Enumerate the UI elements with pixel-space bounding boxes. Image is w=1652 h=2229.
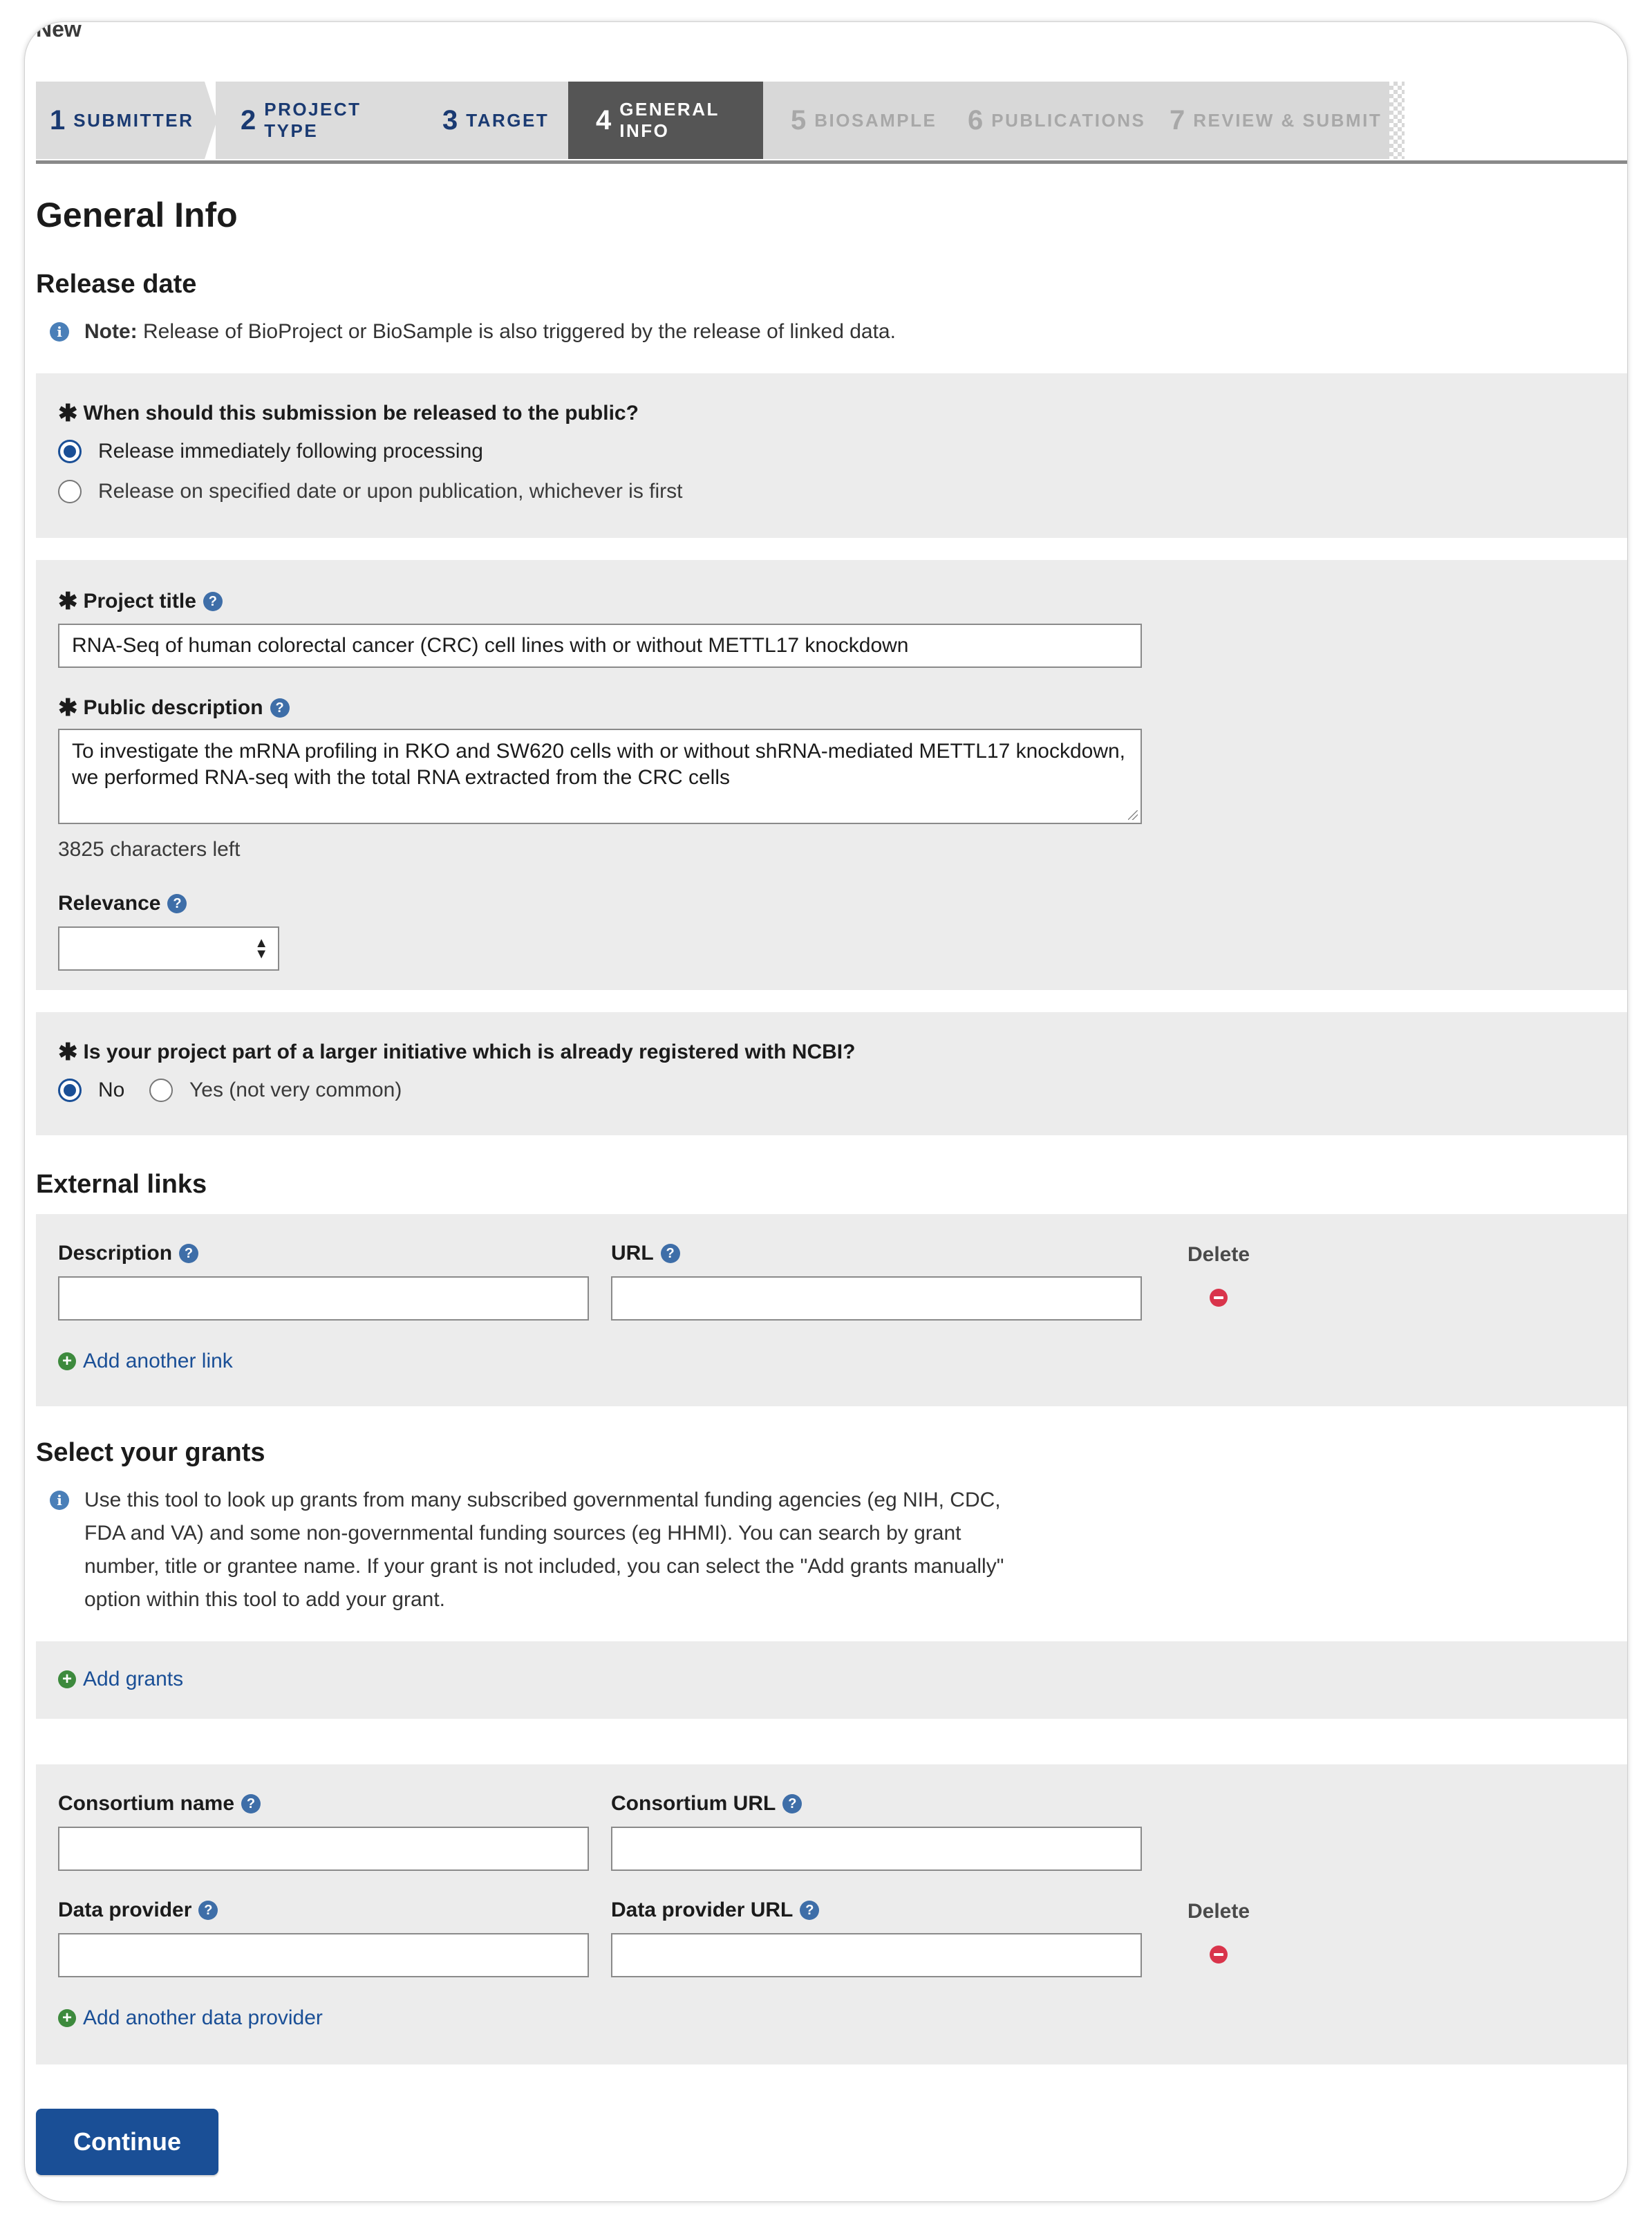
step-number: 2 <box>241 104 256 136</box>
project-title-input[interactable]: RNA-Seq of human colorectal cancer (CRC) cell lines with or without METTL17 knockdown <box>58 624 1142 668</box>
add-another-link-text[interactable]: Add another link <box>83 1350 233 1372</box>
step-submitter[interactable] <box>36 82 205 159</box>
delete-link-icon[interactable] <box>1210 1289 1228 1307</box>
help-icon[interactable]: ? <box>198 1901 218 1920</box>
step-publications <box>946 82 1147 159</box>
radio-unselected[interactable] <box>149 1079 173 1102</box>
grants-info-line: Use this tool to look up grants from many subscribed governmental funding agencies (eg NIH, CDC, <box>84 1489 1001 1511</box>
step-target[interactable] <box>417 82 572 159</box>
relevance-label-text: Relevance <box>58 892 161 915</box>
consortium-panel <box>36 1764 1627 2064</box>
step-label: REVIEW & SUBMIT <box>1193 109 1382 131</box>
browser-window <box>25 22 1627 2201</box>
step-number: 7 <box>1170 104 1185 136</box>
radio-label: Release on specified date or upon publication, whichever is first <box>98 480 683 503</box>
release-date-heading: Release date <box>36 270 197 299</box>
grants-panel <box>36 1641 1627 1719</box>
consortium-url-label <box>611 1792 802 1816</box>
link-url-label <box>611 1242 680 1265</box>
consortium-url-input[interactable] <box>611 1827 1142 1871</box>
provider-delete-label: Delete <box>1188 1900 1250 1923</box>
initiative-option-no[interactable] <box>58 1079 124 1102</box>
radio-label: Yes (not very common) <box>189 1079 402 1101</box>
help-icon[interactable]: ? <box>800 1901 819 1920</box>
link-url-label-text: URL <box>611 1242 654 1265</box>
radio-unselected[interactable] <box>58 480 82 503</box>
release-note <box>50 315 896 348</box>
public-description-label-text: Public description <box>83 696 263 719</box>
release-question-text: When should this submission be released to the public? <box>83 402 639 425</box>
link-description-input[interactable] <box>58 1276 589 1321</box>
wizard-steps <box>36 82 1627 159</box>
help-icon[interactable]: ? <box>661 1244 680 1263</box>
initiative-option-yes[interactable] <box>149 1079 402 1102</box>
add-grants[interactable] <box>58 1668 183 1691</box>
data-provider-url-input[interactable] <box>611 1933 1142 1977</box>
select-arrows-icon: ▲ ▼ <box>254 935 268 962</box>
help-icon[interactable]: ? <box>179 1244 198 1263</box>
add-grants-text[interactable]: Add grants <box>83 1668 184 1690</box>
step-label: GENERAL INFO <box>619 99 720 141</box>
consortium-url-label-text: Consortium URL <box>611 1792 776 1815</box>
relevance-label <box>58 892 187 915</box>
grants-heading: Select your grants <box>36 1438 265 1467</box>
grants-info-line: option within this tool to add your grant. <box>84 1588 445 1611</box>
grants-info-text <box>84 1484 1107 1616</box>
step-number: 4 <box>596 104 612 136</box>
public-description-textarea[interactable] <box>58 729 1142 824</box>
step-number: 1 <box>50 104 66 136</box>
page-content <box>36 22 1627 2201</box>
consortium-name-label <box>58 1792 261 1816</box>
required-star-icon: ✱ <box>58 1039 78 1065</box>
public-description-value: To investigate the mRNA profiling in RKO and SW620 cells with or without shRNA-mediated METTL17 knockdown, we performed RNA-seq with the total RNA extracted from the CRC cells <box>72 740 1126 789</box>
data-provider-label-text: Data provider <box>58 1899 192 1921</box>
add-another-data-provider-text[interactable]: Add another data provider <box>83 2006 323 2029</box>
relevance-select[interactable] <box>58 926 279 971</box>
delete-provider-icon[interactable] <box>1210 1946 1228 1964</box>
initiative-question <box>58 1038 855 1066</box>
page-title: General Info <box>36 196 238 234</box>
add-icon: + <box>58 1352 76 1370</box>
grants-info-line: FDA and VA) and some non-governmental funding sources (eg HHMI). You can search by grant <box>84 1522 961 1545</box>
release-option-immediate[interactable] <box>58 440 483 463</box>
note-bold: Note: <box>84 320 138 343</box>
step-review-submit <box>1146 82 1389 159</box>
step-label: PUBLICATIONS <box>991 109 1146 131</box>
release-note-text <box>84 315 896 348</box>
step-biosample <box>763 82 952 159</box>
data-provider-input[interactable] <box>58 1933 589 1977</box>
release-panel <box>36 373 1627 538</box>
step-label: TARGET <box>466 109 550 131</box>
continue-button[interactable]: Continue <box>36 2109 218 2175</box>
characters-left: 3825 characters left <box>58 838 241 861</box>
resize-handle-icon[interactable] <box>1128 810 1138 820</box>
radio-label: No <box>98 1079 125 1101</box>
data-provider-url-label-text: Data provider URL <box>611 1899 794 1921</box>
page-header-partial: New <box>36 22 82 41</box>
step-number: 5 <box>791 104 807 136</box>
required-star-icon: ✱ <box>58 400 78 427</box>
external-links-heading: External links <box>36 1170 207 1199</box>
project-title-label-text: Project title <box>83 590 196 613</box>
help-icon[interactable]: ? <box>203 592 223 611</box>
help-icon[interactable]: ? <box>270 698 290 718</box>
step-number: 3 <box>442 104 458 136</box>
radio-selected[interactable] <box>58 440 82 463</box>
release-question <box>58 400 639 427</box>
step-number: 6 <box>968 104 984 136</box>
info-icon: i <box>50 322 69 342</box>
grants-info <box>50 1484 1107 1616</box>
add-icon: + <box>58 1670 76 1688</box>
grants-info-line: number, title or grantee name. If your grant is not included, you can select the "Add grants manually" <box>84 1555 1004 1578</box>
help-icon[interactable]: ? <box>241 1794 261 1813</box>
project-title-label <box>58 588 223 615</box>
step-project-type[interactable] <box>216 82 422 159</box>
external-links-panel <box>36 1214 1627 1406</box>
initiative-question-text: Is your project part of a larger initiative which is already registered with NCBI? <box>83 1041 856 1063</box>
required-star-icon: ✱ <box>58 588 78 615</box>
radio-selected[interactable] <box>58 1079 82 1102</box>
required-star-icon: ✱ <box>58 695 78 721</box>
link-delete-label: Delete <box>1188 1243 1250 1266</box>
consortium-name-input[interactable] <box>58 1827 589 1871</box>
project-panel <box>36 560 1627 990</box>
help-icon[interactable]: ? <box>167 894 187 913</box>
public-description-label <box>58 694 290 722</box>
step-general-info[interactable] <box>568 82 770 159</box>
info-icon: i <box>50 1491 69 1510</box>
add-another-data-provider[interactable] <box>58 2006 323 2030</box>
steps-end-decoration <box>1389 82 1405 159</box>
help-icon[interactable]: ? <box>782 1794 802 1813</box>
link-description-label-text: Description <box>58 1242 173 1265</box>
note-body: Release of BioProject or BioSample is also triggered by the release of linked data. <box>143 320 896 343</box>
step-label: PROJECT TYPE <box>264 99 362 141</box>
link-url-input[interactable] <box>611 1276 1142 1321</box>
data-provider-label <box>58 1899 218 1922</box>
consortium-name-label-text: Consortium name <box>58 1792 235 1815</box>
add-another-link[interactable] <box>58 1350 233 1373</box>
add-icon: + <box>58 2009 76 2027</box>
data-provider-url-label <box>611 1899 819 1922</box>
release-option-date[interactable] <box>58 480 682 503</box>
radio-label: Release immediately following processing <box>98 440 483 463</box>
step-label: BIOSAMPLE <box>814 109 937 131</box>
steps-divider <box>36 160 1627 164</box>
initiative-panel <box>36 1012 1627 1135</box>
link-description-label <box>58 1242 198 1265</box>
step-label: SUBMITTER <box>73 109 194 131</box>
